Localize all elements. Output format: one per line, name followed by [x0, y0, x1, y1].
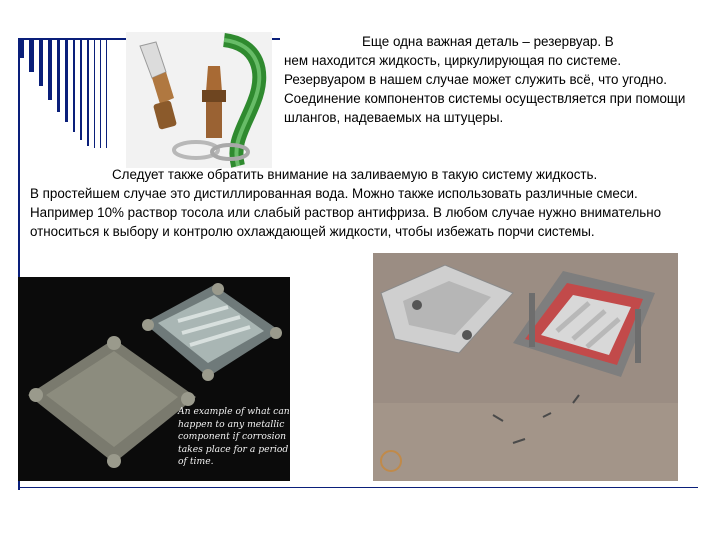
- corrosion-caption: An example of what can happen to any metallic component if corrosion takes place for a period of time.: [178, 406, 290, 467]
- reservoir-paragraph: [284, 32, 702, 127]
- bottom-rule: [18, 487, 698, 488]
- coolant-paragraph: [30, 165, 702, 241]
- coolant-paragraph-body: В простейшем случае это дистиллированная вода. Можно также использовать различные смеси. Например 10% раствор тосола или слабый раствор антифриза. В любом случае нужно внимательно относиться к выбору и контролю охлаждающей жидкости, чтобы избежать порчи системы.: [30, 186, 662, 239]
- reservoir-paragraph-first-line: Еще одна важная деталь – резервуар. В: [362, 34, 614, 49]
- coolant-paragraph-first-line: Следует также обратить внимание на заливаемую в такую систему жидкость.: [112, 167, 598, 182]
- reservoir-paragraph-body: нем находится жидкость, циркулирующая по системе. Резервуаром в нашем случае может служить всё, что угодно. Соединение компонентов системы осуществляется при помощи шлангов, надеваемых на штуцеры.: [284, 53, 686, 125]
- hose-fittings-photo: [126, 32, 272, 168]
- decorative-stripes: [18, 38, 130, 148]
- disassembled-waterblock-photo: [373, 253, 678, 481]
